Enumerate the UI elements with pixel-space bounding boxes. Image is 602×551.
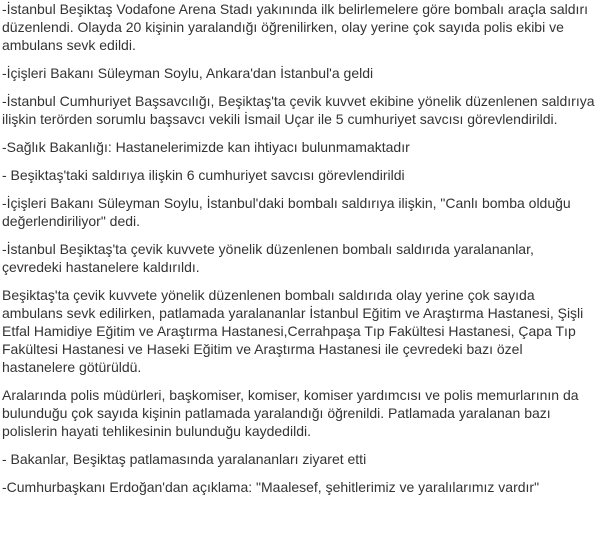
paragraph-six-prosecutors: - Beşiktaş'taki saldırıya ilişkin 6 cumhuriyet savcısı görevlendirildi: [2, 167, 405, 183]
paragraph-interior-minister-arrival: -İçişleri Bakanı Süleyman Soylu, Ankara'dan İstanbul'a geldi: [2, 65, 374, 81]
paragraph-hospitals-list: Beşiktaş'ta çevik kuvvete yönelik düzenlenen bombalı saldırıda olay yerine çok sayıda ambulans sevk edilirken, patlamada yaralananlar İstanbul Eğitim ve Araştırma Hastanesi, Şişli Etfal Hamidiye Eğitim ve Araştırma Hastanesi,Cerrahpaşa Tıp Fakültesi Hastanesi, Çapa Tıp Fakültesi Hastanesi ve Haseki Eğitim ve Araştırma Hastanesi ile çevredeki bazı özel hastanelere götürüldü.: [2, 287, 584, 375]
paragraph-prosecutors-assigned: -İstanbul Cumhuriyet Başsavcılığı, Beşiktaş'ta çevik kuvvet ekibine yönelik düzenlenen saldırıya ilişkin terörden sorumlu başsavcı vekili İsmail Uçar ile 5 cumhuriyet savcısı görevlendirildi.: [2, 93, 595, 127]
paragraph-health-ministry: -Sağlık Bakanlığı: Hastanelerimizde kan ihtiyacı bulunmamaktadır: [2, 139, 410, 155]
paragraph-bombing-report: -İstanbul Beşiktaş Vodafone Arena Stadı yakınında ilk belirlemelere göre bombalı araçla saldırı düzenlendi. Olayda 20 kişinin yaralandığı öğrenilirken, olay yerine çok sayıda polis ekibi ve ambulans sevk edildi.: [2, 1, 588, 53]
paragraph-injured-police: Aralarında polis müdürleri, başkomiser, komiser, komiser yardımcısı ve polis memurlarının da bulunduğu çok sayıda kişinin patlamada yaralandığı öğrenildi. Patlamada yaralanan bazı polislerin hayati tehlikesinin bulunduğu kaydedildi.: [2, 387, 579, 439]
paragraph-ministers-visit: - Bakanlar, Beşiktaş patlamasında yaralananları ziyaret etti: [2, 451, 367, 467]
paragraph-injured-hospitalized: -İstanbul Beşiktaş'ta çevik kuvvete yönelik düzenlenen bombalı saldırıda yaralananlar, çevredeki hastanelere kaldırıldı.: [2, 241, 534, 275]
paragraph-erdogan-statement: -Cumhurbaşkanı Erdoğan'dan açıklama: "Maalesef, şehitlerimiz ve yaralılarımız vardır": [2, 479, 540, 495]
paragraph-suicide-bomber-statement: -İçişleri Bakanı Süleyman Soylu, İstanbul'daki bombalı saldırıya ilişkin, "Canlı bomba olduğu değerlendiriliyor" dedi.: [2, 195, 571, 229]
